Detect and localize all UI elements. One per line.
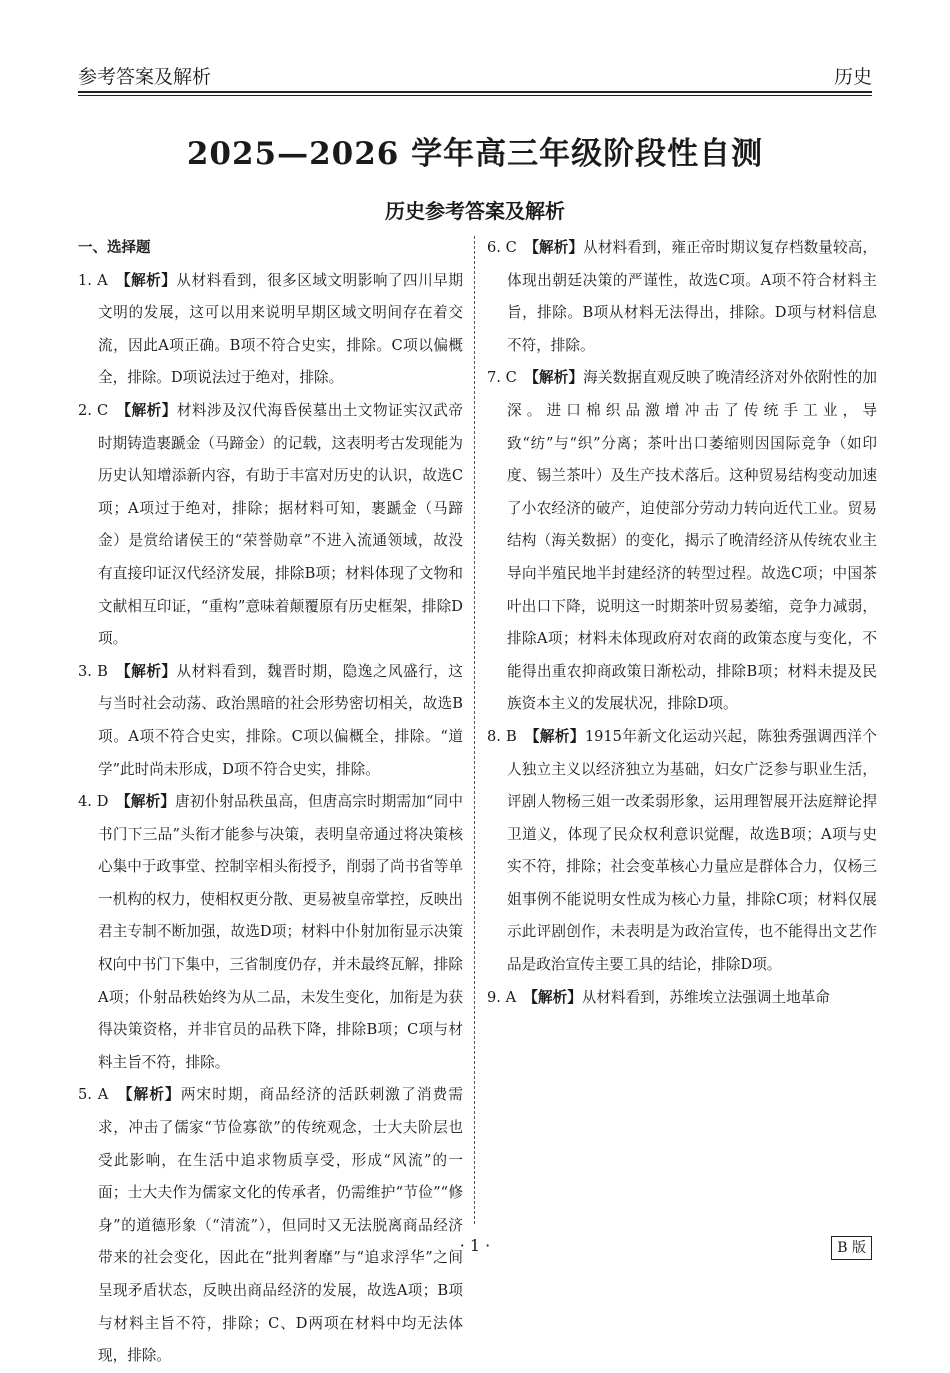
analysis-tag: 【解析】 (123, 662, 177, 680)
analysis-tag: 【解析】 (123, 271, 177, 289)
page-subtitle: 历史参考答案及解析 (385, 199, 565, 223)
answer-item-3 (78, 656, 463, 786)
page-header (78, 56, 872, 90)
answer-text: 1915年新文化运动兴起，陈独秀强调西洋个人独立主义以经济独立为基础，妇女广泛参与职业生活，评剧人物杨三姐一改柔弱形象，运用理智展开法庭辩论捍卫道义，体现了民众权利意识觉醒，故选B项；A项与史实不符，排除；社会变革核心力量应是群体合力，仅杨三姐事例不能说明女性成为核心力量，排除C项；材料仅展示此评剧创作，未表明是为政治宣传，也不能得出文艺作品是政治宣传主要工具的结论，排除D项。 (507, 727, 877, 974)
answer-text: 从材料看到，很多区域文明影响了四川早期文明的发展，这可以用来说明早期区域文明间存在着交流，因此A项正确。B项不符合史实，排除。C项以偏概全，排除。D项说法过于绝对，排除。 (98, 271, 463, 387)
analysis-tag: 【解析】 (123, 793, 176, 811)
right-column (487, 232, 877, 1014)
analysis-tag: 【解析】 (123, 401, 177, 419)
answer-number: 4. D (78, 793, 109, 811)
analysis-tag: 【解析】 (532, 727, 585, 745)
answer-text: 从材料看到，雍正帝时期议复存档数量较高，体现出朝廷决策的严谨性，故选C项。A项不符合材料主旨，排除。B项从材料无法得出，排除。D项与材料信息不符，排除。 (507, 239, 877, 354)
analysis-tag: 【解析】 (125, 1086, 181, 1104)
answer-number: 5. A (78, 1086, 109, 1104)
answer-item-2 (78, 395, 463, 656)
left-column (78, 232, 463, 1373)
answer-number: 3. B (78, 662, 108, 680)
answer-text: 两宋时期，商品经济的活跃刺激了消费需求，冲击了儒家“节俭寡欲”的传统观念，士大夫阶层也受此影响，在生活中追求物质享受，形成“风流”的一面；士大夫作为儒家文化的传承者，仍需维护“节俭”“修身”的道德形象（“清流”），但同时又无法脱离商品经济带来的社会变化，因此在“批判奢靡”与“追求浮华”之间呈现矛盾状态，反映出商品经济的发展，故选A项；B项与材料主旨不符，排除；C、D两项在材料中均无法体现，排除。 (98, 1086, 463, 1365)
answer-text: 材料涉及汉代海昏侯墓出土文物证实汉武帝时期铸造裹蹏金（马蹄金）的记载，这表明考古发现能为历史认知增添新内容，有助于丰富对历史的认识，故选C项；A项过于绝对，排除；据材料可知，裹蹏金（马蹄金）是赏给诸侯王的“荣誉勋章”不进入流通领域，故没有直接印证汉代经济发展，排除B项；材料体现了文物和文献相互印证，“重构”意味着颠覆原有历史框架，排除D项。 (98, 401, 463, 648)
column-divider (474, 236, 475, 1224)
section-title: 一、选择题 (78, 240, 151, 256)
answer-text: 从材料看到，魏晋时期，隐逸之风盛行，这与当时社会动荡、政治黑暗的社会形势密切相关，故选B项。A项不符合史实，排除。C项以偏概全，排除。“道学”此时尚未形成，D项不符合史实，排除。 (98, 662, 463, 778)
answer-number: 7. C (487, 369, 517, 387)
answer-item-9 (487, 982, 877, 1015)
header-subject: 历史 (833, 66, 872, 88)
header-rule-thin (78, 95, 872, 96)
answer-number: 2. C (78, 401, 109, 419)
answer-text: 从材料看到，苏维埃立法强调土地革命 (581, 988, 830, 1006)
version-badge: B 版 (831, 1236, 872, 1260)
answer-number: 8. B (487, 727, 517, 745)
answer-item-1 (78, 265, 463, 395)
analysis-tag: 【解析】 (530, 988, 582, 1006)
answer-item-5 (78, 1079, 463, 1372)
header-rule (78, 91, 872, 93)
answer-number: 1. A (78, 271, 108, 289)
answer-item-7 (487, 362, 877, 721)
answer-item-4 (78, 786, 463, 1079)
analysis-tag: 【解析】 (531, 239, 584, 256)
answer-item-6 (487, 232, 877, 362)
page-number: · 1 · (459, 1236, 491, 1255)
answer-item-8 (487, 721, 877, 982)
answer-number: 6. C (487, 239, 517, 256)
page-title: 2025—2026 学年高三年级阶段性自测 (186, 136, 764, 172)
answer-text: 海关数据直观反映了晚清经济对外依附性的加深。进口棉织品激增冲击了传统手工业，导致“纺”与“织”分离；茶叶出口萎缩则因国际竞争（如印度、锡兰茶叶）及生产技术落后。这种贸易结构变动加速了小农经济的破产，迫使部分劳动力转向近代工业。贸易结构（海关数据）的变化，揭示了晚清经济从传统农业主导向半殖民地半封建经济的转型过程。故选C项；中国茶叶出口下降，说明这一时期茶叶贸易萎缩，竞争力减弱，排除A项；材料未体现政府对农商的政策态度与变化，不能得出重农抑商政策日渐松动，排除B项；材料未提及民族资本主义的发展状况，排除D项。 (507, 369, 877, 713)
answer-number: 9. A (487, 988, 517, 1006)
header-doc-type: 参考答案及解析 (78, 66, 212, 88)
answer-text: 唐初仆射品秩虽高，但唐高宗时期需加“同中书门下三品”头衔才能参与决策，表明皇帝通过将决策核心集中于政事堂、控制宰相头衔授予，削弱了尚书省等单一机构的权力，使相权更分散、更易被皇帝掌控，反映出君主专制不断加强，故选D项；材料中仆射加衔显示决策权向中书门下集中，三省制度仍存，并未最终瓦解，排除A项；仆射品秩始终为从二品，未发生变化，加衔是为获得决策资格，并非官员的品秩下降，排除B项；C项与材料主旨不符，排除。 (98, 793, 464, 1071)
analysis-tag: 【解析】 (531, 369, 584, 387)
